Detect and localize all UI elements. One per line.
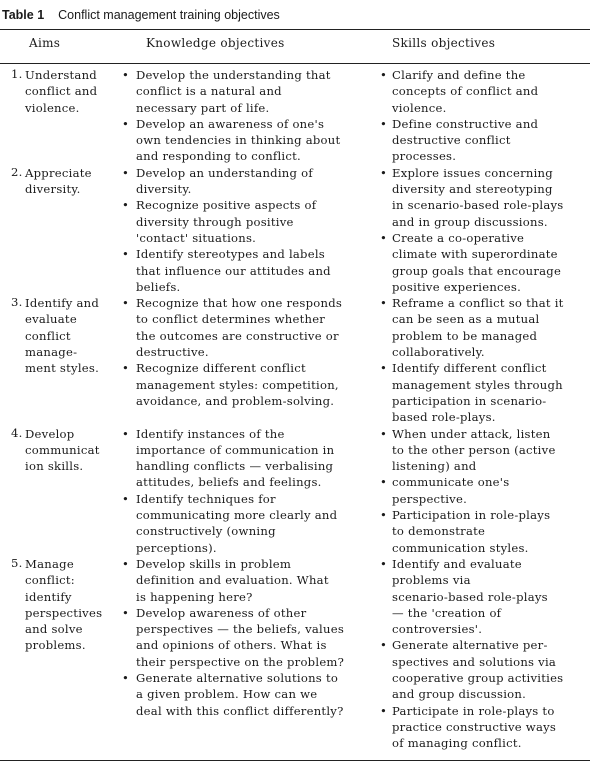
knowledge-text-line: Recognize different conflict (136, 361, 306, 376)
knowledge-text-line: Develop the understanding that (136, 68, 331, 82)
table-row (0, 295, 590, 425)
skills-text-line: climate with superordinate (392, 247, 558, 262)
knowledge-text-line: 'contact' situations. (136, 230, 257, 245)
knowledge-text-line: diversity. (136, 182, 192, 197)
bullet-icon: • (122, 491, 130, 506)
bullet-icon: • (122, 296, 130, 311)
skills-text-line: communication styles. (392, 540, 529, 555)
skills-cell (380, 556, 590, 752)
aim-cell (0, 165, 122, 295)
skills-text-line: practice constructive ways (392, 719, 557, 734)
bullet-icon: • (122, 198, 130, 213)
bullet-icon: • (380, 703, 388, 718)
aim-text-line: perspectives (25, 605, 103, 620)
skills-bullet-item (380, 426, 590, 475)
skills-text-line: participation in scenario- (392, 393, 547, 408)
skills-text-line: violence. (392, 100, 447, 115)
bullet-icon: • (122, 426, 130, 441)
knowledge-text-line: and opinions of others. What is (136, 638, 327, 653)
knowledge-bullet-item (122, 295, 380, 360)
bullet-icon: • (380, 230, 388, 245)
skills-text-line: in scenario-based role-plays (392, 198, 564, 213)
skills-bullet-item (380, 703, 590, 752)
bullet-icon: • (380, 508, 388, 523)
bullet-icon: • (380, 165, 388, 180)
aim-text-line: identify (25, 589, 72, 604)
knowledge-text-line: communicating more clearly and (136, 508, 338, 523)
knowledge-text-line: own tendencies in thinking about (136, 133, 341, 148)
aim-text-line: ment styles. (25, 361, 100, 376)
aim-text-line: evaluate (25, 312, 77, 327)
aim-text-line: Appreciate (25, 165, 92, 180)
table-row (0, 165, 590, 295)
skills-text-line: controversies'. (392, 622, 483, 637)
knowledge-text-line: Identify stereotypes and labels (136, 247, 325, 262)
skills-text-line: and group discussion. (392, 687, 527, 702)
table-body (0, 67, 590, 751)
bullet-icon: • (122, 556, 130, 571)
skills-text-line: Reframe a conflict so that it (392, 296, 564, 311)
bullet-icon: • (380, 68, 388, 82)
knowledge-text-line: deal with this conflict differently? (136, 703, 344, 718)
header-rule (0, 63, 590, 64)
skills-text-line: of managing conflict. (392, 736, 522, 751)
aim-number: 4. (11, 425, 23, 440)
knowledge-text-line: that influence our attitudes and (136, 263, 331, 278)
skills-bullet-item (380, 116, 590, 165)
aim-number: 2. (11, 164, 23, 179)
aim-text-line: Develop (25, 426, 75, 441)
knowledge-bullet-item (122, 197, 380, 246)
knowledge-text-line: importance of communication in (136, 442, 335, 457)
skills-text-line: Identify different conflict (392, 361, 547, 376)
table-title: Conflict management training objectives (58, 8, 280, 22)
skills-text-line: communicate one's (392, 475, 510, 490)
skills-bullet-item (380, 507, 590, 556)
skills-text-line: scenario-based role-plays (392, 589, 548, 604)
aim-number: 3. (11, 295, 23, 310)
skills-text-line: can be seen as a mutual (392, 312, 540, 327)
aim-text-line: Identify and (25, 296, 100, 311)
knowledge-text-line: Identify instances of the (136, 426, 285, 441)
knowledge-bullet-item (122, 165, 380, 198)
table-row (0, 556, 590, 752)
aim-text-line: violence. (25, 100, 80, 115)
knowledge-text-line: Recognize that how one responds (136, 296, 343, 311)
knowledge-cell (122, 67, 380, 165)
skills-text-line: Generate alternative per- (392, 638, 548, 653)
skills-bullet-item (380, 637, 590, 702)
skills-text-line: processes. (392, 149, 457, 164)
header-aims: Aims (29, 36, 61, 50)
knowledge-text-line: a given problem. How can we (136, 687, 318, 702)
aim-text-line: conflict (25, 328, 71, 343)
knowledge-bullet-item (122, 491, 380, 556)
skills-text-line: listening) and (392, 459, 477, 474)
bullet-icon: • (380, 116, 388, 131)
header-skills: Skills objectives (392, 36, 496, 50)
aim-text-line: Understand (25, 68, 97, 82)
knowledge-text-line: Develop an understanding of (136, 165, 313, 180)
aim-text-line: manage- (25, 345, 78, 360)
skills-text-line: based role-plays. (392, 410, 496, 425)
skills-bullet-item (380, 556, 590, 637)
skills-text-line: perspective. (392, 491, 468, 506)
knowledge-bullet-item (122, 67, 380, 116)
skills-cell (380, 165, 590, 295)
knowledge-bullet-item (122, 246, 380, 295)
knowledge-text-line: management styles: competition, (136, 377, 339, 392)
skills-bullet-item (380, 67, 590, 116)
knowledge-text-line: to conflict determines whether (136, 312, 326, 327)
skills-text-line: Identify and evaluate (392, 556, 522, 571)
bullet-icon: • (122, 116, 130, 131)
aim-cell (0, 556, 122, 752)
knowledge-text-line: conflict is a natural and (136, 84, 282, 99)
knowledge-text-line: diversity through positive (136, 214, 294, 229)
knowledge-text-line: Develop an awareness of one's (136, 116, 325, 131)
knowledge-text-line: is happening here? (136, 589, 253, 604)
knowledge-bullet-item (122, 556, 380, 605)
skills-text-line: concepts of conflict and (392, 84, 539, 99)
bullet-icon: • (380, 361, 388, 376)
table-label: Table 1 (2, 8, 45, 22)
skills-bullet-item (380, 165, 590, 230)
aim-cell (0, 67, 122, 165)
knowledge-text-line: definition and evaluation. What (136, 573, 329, 588)
skills-bullet-item (380, 230, 590, 295)
knowledge-cell (122, 426, 380, 556)
knowledge-text-line: their perspective on the problem? (136, 654, 345, 669)
skills-text-line: to demonstrate (392, 524, 486, 539)
skills-cell (380, 67, 590, 165)
skills-text-line: When under attack, listen (392, 426, 551, 441)
skills-text-line: Participate in role-plays to (392, 703, 555, 718)
top-rule (0, 29, 590, 30)
knowledge-cell (122, 556, 380, 752)
skills-text-line: Explore issues concerning (392, 165, 553, 180)
aim-number: 1. (11, 67, 23, 81)
skills-text-line: Clarify and define the (392, 68, 526, 82)
bullet-icon: • (122, 605, 130, 620)
bullet-icon: • (122, 68, 130, 82)
skills-text-line: management styles through (392, 377, 563, 392)
knowledge-cell (122, 295, 380, 425)
knowledge-text-line: necessary part of life. (136, 100, 270, 115)
aim-cell (0, 295, 122, 425)
skills-bullet-item (380, 360, 590, 425)
knowledge-bullet-item (122, 605, 380, 670)
skills-text-line: Participation in role-plays (392, 508, 551, 523)
knowledge-bullet-item (122, 116, 380, 165)
skills-text-line: Create a co-operative (392, 230, 525, 245)
skills-text-line: positive experiences. (392, 279, 522, 294)
table-row (0, 67, 590, 165)
skills-text-line: problem to be managed (392, 328, 538, 343)
skills-text-line: collaboratively. (392, 345, 485, 360)
knowledge-text-line: Develop awareness of other (136, 605, 307, 620)
knowledge-text-line: perspectives — the beliefs, values (136, 622, 345, 637)
aim-cell (0, 426, 122, 556)
knowledge-cell (122, 165, 380, 295)
knowledge-text-line: attitudes, beliefs and feelings. (136, 475, 322, 490)
bullet-icon: • (380, 426, 388, 441)
bullet-icon: • (380, 475, 388, 490)
skills-text-line: diversity and stereotyping (392, 182, 553, 197)
skills-cell (380, 295, 590, 425)
skills-bullet-item (380, 295, 590, 360)
knowledge-bullet-item (122, 426, 380, 491)
bullet-icon: • (380, 556, 388, 571)
aim-text-line: problems. (25, 638, 86, 653)
skills-text-line: to the other person (active (392, 442, 556, 457)
bottom-rule (0, 760, 590, 761)
bullet-icon: • (122, 247, 130, 262)
bullet-icon: • (122, 361, 130, 376)
aim-text-line: and solve (25, 622, 83, 637)
skills-text-line: group goals that encourage (392, 263, 562, 278)
knowledge-text-line: the outcomes are constructive or (136, 328, 339, 343)
knowledge-text-line: avoidance, and problem-solving. (136, 393, 335, 408)
bullet-icon: • (122, 165, 130, 180)
knowledge-text-line: handling conflicts — verbalising (136, 459, 334, 474)
aim-text-line: conflict and (25, 84, 98, 99)
aim-number: 5. (11, 555, 23, 570)
table-caption (2, 8, 280, 22)
knowledge-bullet-item (122, 360, 380, 409)
skills-text-line: spectives and solutions via (392, 654, 557, 669)
header-knowledge: Knowledge objectives (146, 36, 285, 50)
skills-cell (380, 426, 590, 556)
bullet-icon: • (380, 638, 388, 653)
skills-text-line: destructive conflict (392, 133, 511, 148)
aim-text-line: Manage (25, 556, 74, 571)
knowledge-text-line: destructive. (136, 345, 209, 360)
knowledge-text-line: perceptions). (136, 540, 217, 555)
skills-bullet-item (380, 474, 590, 507)
skills-text-line: and in group discussions. (392, 214, 548, 229)
skills-text-line: problems via (392, 573, 471, 588)
knowledge-text-line: and responding to conflict. (136, 149, 301, 164)
knowledge-text-line: Generate alternative solutions to (136, 670, 339, 685)
knowledge-bullet-item (122, 670, 380, 719)
knowledge-text-line: Develop skills in problem (136, 556, 292, 571)
aim-text-line: ion skills. (25, 459, 84, 474)
aim-text-line: conflict: (25, 573, 75, 588)
aim-text-line: communicat (25, 442, 100, 457)
knowledge-text-line: Recognize positive aspects of (136, 198, 317, 213)
knowledge-text-line: beliefs. (136, 279, 181, 294)
table-row (0, 426, 590, 556)
skills-text-line: cooperative group activities (392, 670, 564, 685)
skills-text-line: Define constructive and (392, 116, 539, 131)
knowledge-text-line: constructively (owning (136, 524, 276, 539)
bullet-icon: • (122, 670, 130, 685)
knowledge-text-line: Identify techniques for (136, 491, 276, 506)
skills-text-line: — the 'creation of (392, 605, 502, 620)
bullet-icon: • (380, 296, 388, 311)
aim-text-line: diversity. (25, 182, 81, 197)
